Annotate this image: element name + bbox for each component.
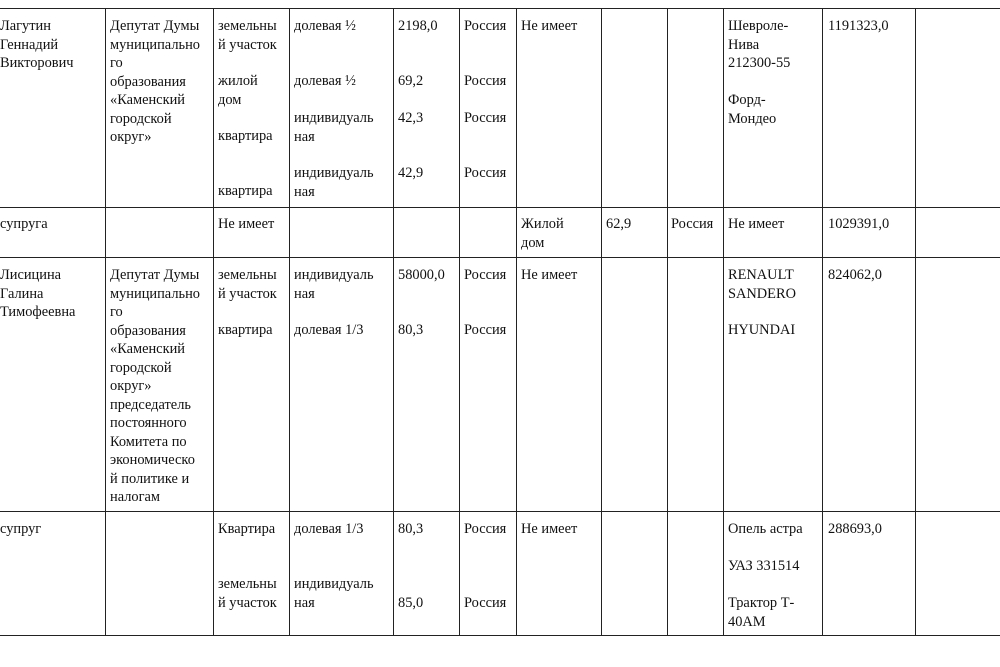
annual-income: 288693,0 xyxy=(828,521,882,537)
used-property-none: Не имеет xyxy=(521,18,578,34)
ownership-type: индивидуаль ная xyxy=(294,110,374,145)
property-area: 85,0 xyxy=(398,595,424,611)
used-property-none: Не имеет xyxy=(521,267,578,283)
column-border xyxy=(601,8,602,636)
column-border xyxy=(105,8,106,636)
property-area: 58000,0 xyxy=(398,267,445,283)
column-border xyxy=(213,8,214,636)
property-type: Квартира xyxy=(218,521,276,537)
annual-income: 1029391,0 xyxy=(828,216,890,232)
row-border xyxy=(0,8,1000,9)
ownership-type: долевая 1/3 xyxy=(294,322,364,338)
ownership-type: индивидуаль ная xyxy=(294,576,374,611)
used-property-country: Россия xyxy=(671,216,714,232)
column-border xyxy=(459,8,460,636)
property-area: 42,3 xyxy=(398,110,424,126)
person-position: Депутат Думы муниципально го образования «Каменский городской округ» председатель постоянного Комитета по экономическо й политике и налогам xyxy=(110,267,200,505)
vehicle: HYUNDAI xyxy=(728,322,796,338)
property-country: Россия xyxy=(464,267,507,283)
property-area: 2198,0 xyxy=(398,18,438,34)
annual-income: 1191323,0 xyxy=(828,18,889,34)
vehicle: Опель астра xyxy=(728,521,803,537)
property-type: земельны й участок xyxy=(218,267,277,302)
property-country: Россия xyxy=(464,110,507,126)
property-type: жилой дом xyxy=(218,73,258,108)
person-name: Лисицина Галина Тимофеевна xyxy=(0,267,76,320)
property-area: 42,9 xyxy=(398,165,424,181)
property-type: земельны й участок xyxy=(218,18,277,53)
property-type: квартира xyxy=(218,128,273,144)
ownership-type: индивидуаль ная xyxy=(294,165,374,200)
ownership-type: индивидуаль ная xyxy=(294,267,374,302)
row-border xyxy=(0,207,1000,208)
vehicle: Трактор Т- 40АМ xyxy=(728,595,795,630)
property-country: Россия xyxy=(464,322,507,338)
property-country: Россия xyxy=(464,18,507,34)
column-border xyxy=(822,8,823,636)
person-position: Депутат Думы муниципально го образования «Каменский городской округ» xyxy=(110,18,200,145)
property-area: 69,2 xyxy=(398,73,424,89)
vehicle: Шевроле- Нива 212300-55 xyxy=(728,18,791,71)
vehicle: УАЗ 331514 xyxy=(728,558,800,574)
column-border xyxy=(723,8,724,636)
owned-property-none: Не имеет xyxy=(218,216,275,232)
property-country: Россия xyxy=(464,165,507,181)
property-type: квартира xyxy=(218,183,273,199)
used-property-none: Не имеет xyxy=(521,521,578,537)
row-border xyxy=(0,511,1000,512)
column-border xyxy=(516,8,517,636)
vehicle: RENAULT SANDERO xyxy=(728,267,796,302)
person-name: супруг xyxy=(0,521,42,537)
property-country: Россия xyxy=(464,521,507,537)
property-area: 80,3 xyxy=(398,521,424,537)
property-type: квартира xyxy=(218,322,273,338)
annual-income: 824062,0 xyxy=(828,267,882,283)
column-border xyxy=(289,8,290,636)
ownership-type: долевая ½ xyxy=(294,18,356,34)
used-property-area: 62,9 xyxy=(606,216,632,232)
ownership-type: долевая 1/3 xyxy=(294,521,364,537)
property-country: Россия xyxy=(464,73,507,89)
ownership-type: долевая ½ xyxy=(294,73,356,89)
column-border xyxy=(915,8,916,636)
vehicle: Форд- Мондео xyxy=(728,92,777,127)
row-border xyxy=(0,635,1000,636)
property-area: 80,3 xyxy=(398,322,424,338)
used-property-type: Жилой дом xyxy=(521,216,564,251)
property-type: земельны й участок xyxy=(218,576,277,611)
vehicle: Не имеет xyxy=(728,216,785,232)
property-country: Россия xyxy=(464,595,507,611)
column-border xyxy=(667,8,668,636)
row-border xyxy=(0,257,1000,258)
person-name: Лагутин Геннадий Викторович xyxy=(0,18,74,71)
column-border xyxy=(393,8,394,636)
person-name: супруга xyxy=(0,216,48,232)
